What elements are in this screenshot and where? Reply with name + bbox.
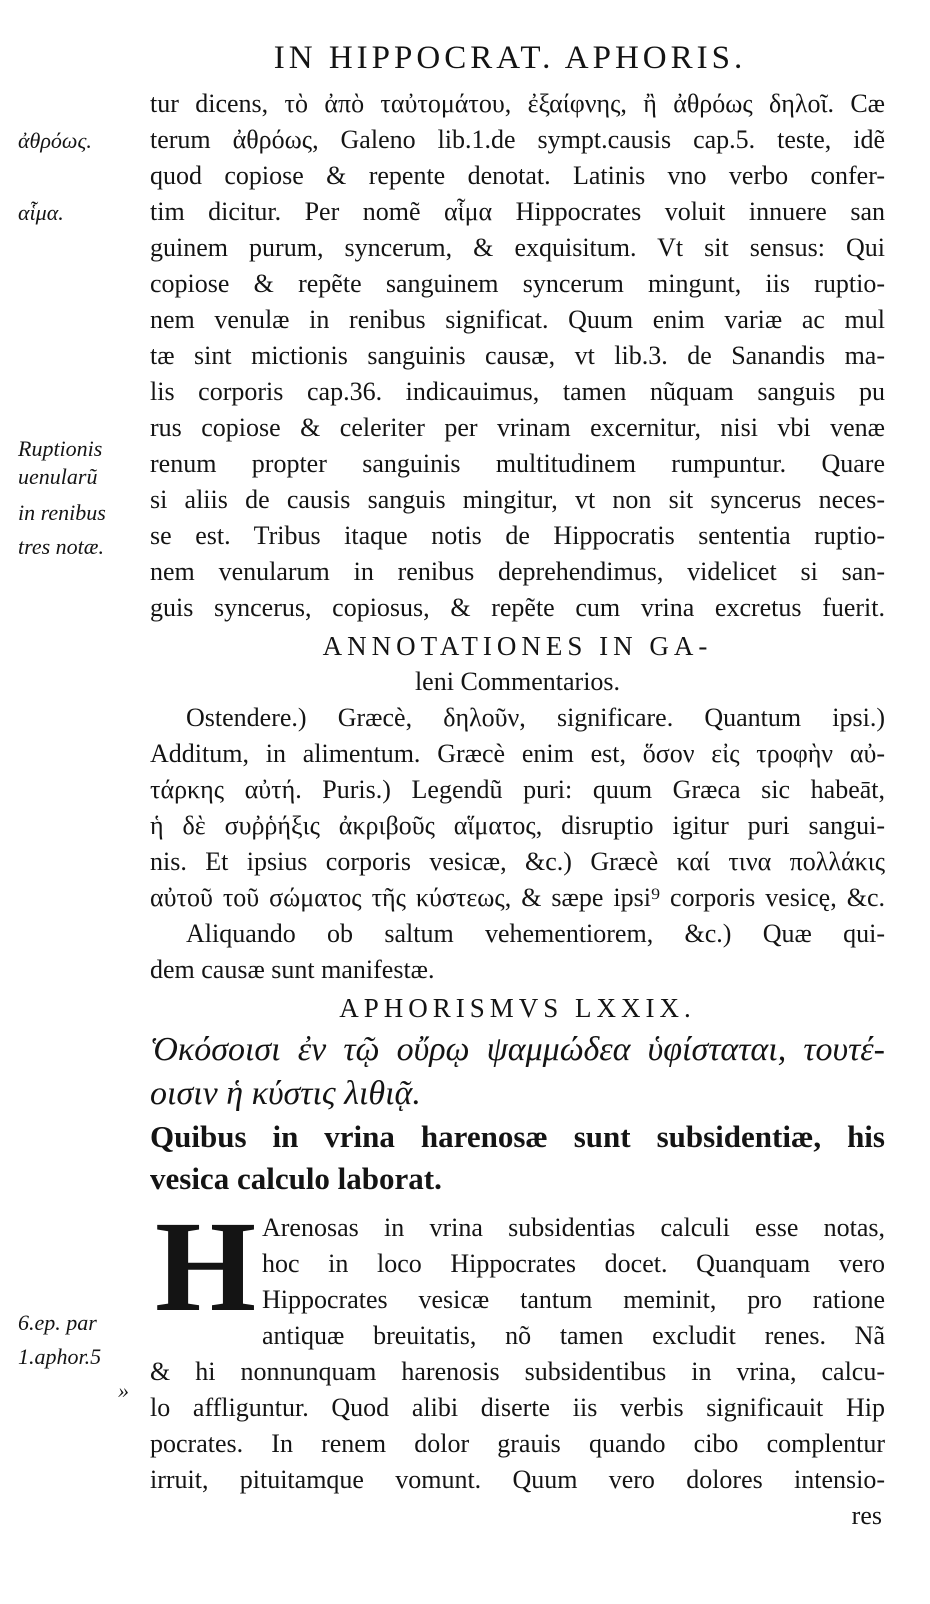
aphorism-latin-line: Quibus in vrina harenosæ sunt subsidentiæ, his	[150, 1119, 885, 1154]
margin-note-uenularum: uenularũ	[18, 464, 98, 489]
annotation-line: nis. Et ipsius corporis vesicæ, &c.) Græcè καί τινα πολλάκις	[150, 847, 885, 876]
drop-cap: H	[155, 1195, 257, 1339]
annotation-line: Ostendere.) Græcè, δηλοῦν, significare. Quantum ipsi.)	[186, 703, 885, 732]
commentary-line: hoc in loco Hippocrates docet. Quanquam vero	[262, 1249, 885, 1278]
margin-note-tres-notae: tres notæ.	[18, 534, 104, 559]
body-line: renum propter sanguinis multitudinem rumpuntur. Quare	[150, 449, 885, 478]
catchword: res	[851, 1501, 882, 1530]
commentary-line: irruit, pituitamque vomunt. Quum vero dolores intensio-	[150, 1465, 885, 1494]
aphorism-greek-line: οισιν ἡ κύστις λιθιᾷ.	[150, 1075, 421, 1112]
commentary-line: antiquæ breuitatis, nõ tamen excludit renes. Nã	[262, 1321, 885, 1350]
margin-note-epidemics-ref: 6.ep. par	[18, 1310, 97, 1335]
annotation-line: ἡ δὲ συῤῥήξις ἀκριβοῦς αἵματος, disruptio igitur puri sangui-	[150, 811, 885, 840]
running-header: IN HIPPOCRAT. APHORIS.	[273, 40, 747, 76]
annotation-line: τάρκης αὐτή. Puris.) Legendũ puri: quum Græca sic habeāt,	[150, 775, 885, 804]
annotation-line: dem causæ sunt manifestæ.	[150, 955, 435, 984]
aphorism-greek-line: Ὁκόσοισι ἐν τῷ οὔρῳ ψαμμώδεα ὑφίσταται, τουτέ-	[150, 1031, 885, 1068]
margin-note-ruptionis: Ruptionis	[18, 436, 103, 461]
annotation-line: Aliquando ob saltum vehementiorem, &c.) Quæ qui-	[186, 919, 885, 948]
margin-quote-mark: »	[118, 1378, 129, 1403]
annotations-subheading: leni Commentarios.	[414, 667, 621, 696]
commentary-line: & hi nonnunquam harenosis subsidentibus in vrina, calcu-	[150, 1357, 885, 1386]
body-line: copiose & repẽte sanguinem syncerum mingunt, iis ruptio-	[150, 269, 885, 298]
margin-note-haima: αἷμα.	[18, 200, 64, 225]
body-line: tur dicens, τὸ ἀπὸ ταὐτομάτου, ἐξαίφνης, ἢ ἀθρόως δηλοῖ. Cæ	[150, 89, 885, 118]
body-line: guis syncerus, copiosus, & repẽte cum vrina excretus fuerit.	[150, 593, 885, 622]
body-line: se est. Tribus itaque notis de Hippocratis sententia ruptio-	[150, 521, 885, 550]
aphorism-latin-line: vesica calculo laborat.	[150, 1161, 442, 1196]
margin-note-aphorism-ref: 1.aphor.5	[18, 1344, 102, 1369]
body-line: terum ἀθρόως, Galeno lib.1.de sympt.causis cap.5. teste, idẽ	[150, 125, 885, 154]
body-line: lis corporis cap.36. indicauimus, tamen nũquam sanguis pu	[150, 377, 885, 406]
body-line: nem venularum in renibus deprehendimus, videlicet si san-	[150, 557, 885, 586]
body-line: tim dicitur. Per nomẽ αἷμα Hippocrates voluit innuere san	[150, 197, 885, 226]
body-line: si aliis de causis sanguis mingitur, vt non sit syncerus neces-	[150, 485, 885, 514]
commentary-line: Hippocrates vesicæ tantum meminit, pro ratione	[262, 1285, 885, 1314]
margin-note-athroos: ἀθρόως.	[18, 128, 92, 153]
body-line: tæ sint mictionis sanguinis causæ, vt lib.3. de Sanandis ma-	[150, 341, 885, 370]
annotation-line: αὐτοῦ τοῦ σώματος τῆς κύστεως, & sæpe ipsi⁹ corporis vesicę, &c.	[150, 883, 885, 912]
body-line: guinem purum, syncerum, & exquisitum. Vt sit sensus: Qui	[150, 233, 885, 262]
commentary-line: lo affliguntur. Quod alibi diserte iis verbis significauit Hip	[150, 1393, 885, 1422]
body-line: rus copiose & celeriter per vrinam excernitur, nisi vbi venæ	[150, 413, 885, 442]
commentary-line: Arenosas in vrina subsidentias calculi esse notas,	[262, 1213, 885, 1242]
annotation-line: Additum, in alimentum. Græcè enim est, ὅσον εἰς τροφὴν αὐ-	[150, 739, 885, 768]
body-line: quod copiose & repente denotat. Latinis vno verbo confer-	[150, 161, 885, 190]
annotations-heading: ANNOTATIONES IN GA-	[322, 631, 713, 661]
body-line: nem venulæ in renibus significat. Quum enim variæ ac mul	[150, 305, 885, 334]
aphorism-heading: APHORISMVS LXXIX.	[339, 993, 696, 1023]
commentary-line: pocrates. In renem dolor grauis quando cibo complentur	[150, 1429, 885, 1458]
margin-note-in-renibus: in renibus	[18, 500, 106, 525]
